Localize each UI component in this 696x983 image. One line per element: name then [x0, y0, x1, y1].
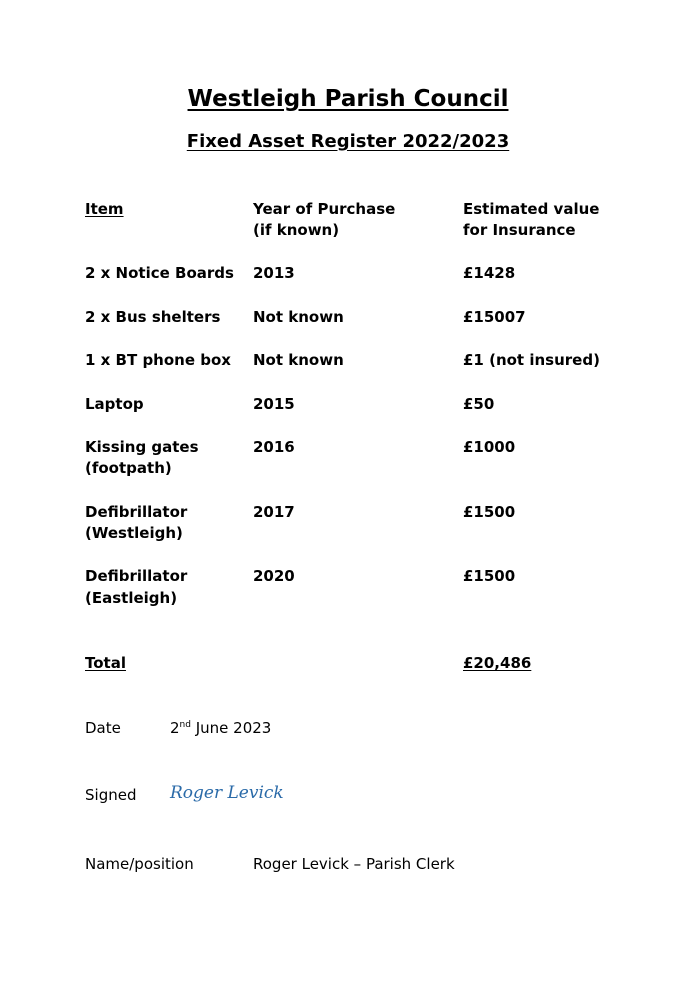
row-year: Not known — [253, 308, 344, 326]
row-item-detail: (footpath) — [85, 459, 172, 477]
signature: Roger Levick — [170, 783, 284, 803]
row-value: £50 — [463, 395, 495, 413]
date-label: Date — [85, 719, 121, 737]
row-item-detail: (Westleigh) — [85, 524, 183, 542]
signed-label: Signed — [85, 786, 137, 804]
row-value: £1000 — [463, 438, 516, 456]
row-value: £1500 — [463, 503, 516, 521]
column-header-year-note: (if known) — [253, 221, 340, 239]
row-value: £15007 — [463, 308, 526, 326]
row-item: Kissing gates — [85, 438, 199, 456]
row-value: £1500 — [463, 567, 516, 585]
row-item: Laptop — [85, 395, 144, 413]
row-year: 2013 — [253, 264, 295, 282]
date-rest: June 2023 — [190, 719, 272, 737]
total-label: Total — [85, 654, 126, 672]
row-item-detail: (Eastleigh) — [85, 589, 178, 607]
page-title: Westleigh Parish Council — [187, 86, 509, 112]
row-item: 1 x BT phone box — [85, 351, 231, 369]
column-header-value: Estimated value — [463, 200, 600, 218]
row-item: Defibrillator — [85, 503, 188, 521]
page-subtitle: Fixed Asset Register 2022/2023 — [186, 131, 510, 152]
name-position-label: Name/position — [85, 855, 194, 873]
row-item: Defibrillator — [85, 567, 188, 585]
row-item: 2 x Bus shelters — [85, 308, 221, 326]
column-header-value-note: for Insurance — [463, 221, 576, 239]
row-year: 2015 — [253, 395, 295, 413]
date-value — [170, 718, 271, 738]
name-position-value: Roger Levick – Parish Clerk — [253, 855, 455, 873]
row-value: £1 (not insured) — [463, 351, 600, 369]
column-header-item: Item — [85, 200, 124, 218]
row-year: 2020 — [253, 567, 295, 585]
total-value: £20,486 — [463, 654, 532, 672]
date-suffix: nd — [179, 720, 191, 730]
row-year: 2016 — [253, 438, 295, 456]
row-year: Not known — [253, 351, 344, 369]
date-day: 2 — [170, 719, 180, 737]
row-value: £1428 — [463, 264, 516, 282]
row-item: 2 x Notice Boards — [85, 264, 234, 282]
row-year: 2017 — [253, 503, 295, 521]
column-header-year: Year of Purchase — [253, 200, 396, 218]
